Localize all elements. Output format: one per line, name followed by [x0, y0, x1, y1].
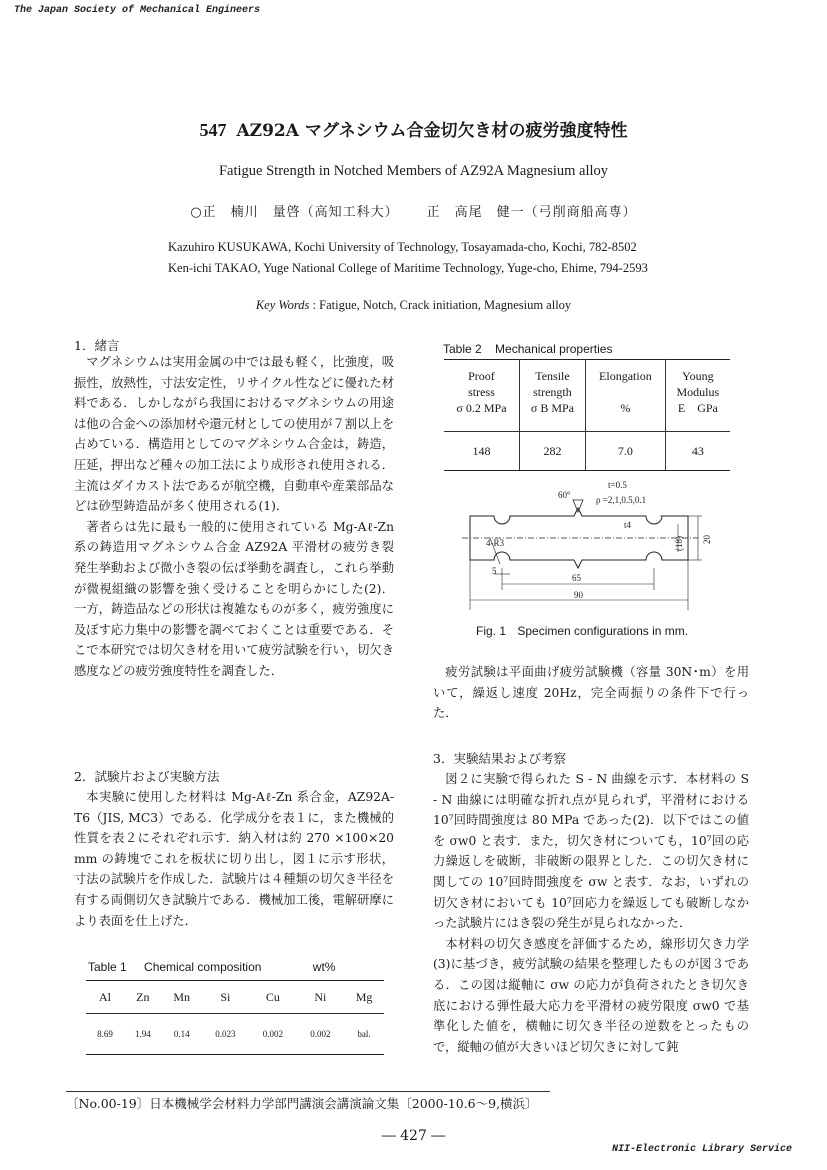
header-line: E GPa: [677, 401, 718, 415]
header-line: %: [620, 401, 631, 415]
header-line: [587, 384, 664, 400]
figure1-label: Fig. 1: [476, 624, 507, 638]
table-cell: 0.023: [202, 1014, 249, 1055]
table-header-row: [86, 981, 384, 1014]
fig-label-r3: 4-R3: [486, 538, 504, 548]
paragraph: 本実験に使用した材料は Mg-Aℓ-Zn 系合金，AZ92A-T6（JIS, MC3）である．化学成分を表１に，また機械的性質を表２にそれぞれ示す．納入材は約 270 ×100×20 mm の鋳塊でこれを板状に切り出し，図１に示す形状，寸法の試験片を作成した．試験片は４種類の切欠き半径を有する両側切欠き試験片である．機械加工後，電解研摩により表面を仕上げた．: [74, 790, 394, 928]
table2-number: Table 2: [443, 342, 482, 356]
header-line: stress: [468, 385, 495, 399]
header-line: Tensile: [535, 369, 570, 383]
figure1-caption-text: Specimen configurations in mm.: [517, 624, 689, 638]
table-cell: 282: [519, 432, 585, 471]
paragraph: 図２に実験で得られた S - N 曲線を示す．本材料の S - N 曲線には明確な折れ点が見られず，平滑材における 10⁷回時間強度は 80 MPa であった(2)．以下ではこの値を σw0 と表す．また，切欠き材についても，10⁷回の応力繰返しを破断，非破断の限界とした．この切欠き材に関しての 10⁷回時間強度を σw と表す．なお，いずれの切欠き材においても 10⁷回応力を繰返しても破断しなかった試験片にはき裂の発生が見られなかった．: [433, 772, 749, 931]
table1-title: Chemical composition: [144, 960, 262, 974]
page-number: ― 427 ―: [381, 1128, 446, 1144]
fig-label-t: t=0.5: [608, 480, 627, 490]
header-line: σ B MPa: [530, 401, 575, 415]
fig-label-20: 20: [702, 535, 712, 544]
header-organization: The Japan Society of Mechanical Engineers: [14, 5, 261, 16]
table-row: [86, 1014, 384, 1055]
table-cell: 0.14: [162, 1014, 202, 1055]
header-line: Modulus: [676, 385, 720, 399]
table-header-cell: Cu: [249, 981, 296, 1014]
paper-title-ja: AZ92A マグネシウム合金切欠き材の疲労強度特性: [236, 121, 628, 141]
header-line: Proof: [468, 369, 495, 383]
table-cell: 0.002: [249, 1014, 296, 1055]
table-cell: 1.94: [124, 1014, 162, 1055]
table-header-cell: Si: [202, 981, 249, 1014]
section-body-intro: [74, 352, 394, 682]
table1-unit: wt%: [312, 960, 336, 974]
table-row: [444, 432, 730, 471]
authors-ja: [0, 201, 827, 220]
affiliation-1: Kazuhiro KUSUKAWA, Kochi University of Technology, Tosayamada-cho, Kochi, 782-8502: [168, 240, 637, 254]
table1-number: Table 1: [88, 960, 127, 974]
table-header-cell: Mg: [344, 981, 384, 1014]
table-header-cell: Zn: [124, 981, 162, 1014]
table-cell: bal.: [344, 1014, 384, 1055]
paper-title-en: Fatigue Strength in Notched Members of AZ92A Magnesium alloy: [218, 163, 609, 179]
paper-title: [0, 116, 827, 141]
fig-label-65: 65: [572, 573, 581, 583]
section-heading-methods: 2．試験片および実験方法: [74, 769, 220, 784]
author-2: 正 高尾 健一（弓削商船高専）: [426, 205, 637, 220]
header-line: Young: [682, 369, 714, 383]
table-header-row: [444, 360, 730, 432]
table-cell: 0.002: [297, 1014, 344, 1055]
paragraph: 著者らは先に最も一般的に使用されている Mg-Aℓ-Zn 系の鋳造用マグネシウム合金 AZ92A 平滑材の疲労き裂発生挙動および微小き裂の伝ぱ挙動を調査し，これら挙動が微視組織の影響を強く受けることを明らかにした(2)．一方，鋳造品などの形状は複雑なものが多く，疲労強度に及ぼす応力集中の影響を調べておくことは重要である．そこで本研究では切欠き材を用いて疲労試験を行い，切欠き感度などの疲労強度特性を調査した．: [74, 519, 394, 678]
paper-number: 547: [199, 120, 227, 140]
section-heading-intro: 1．緒言: [74, 338, 120, 353]
table-header-cell: [444, 360, 519, 432]
table-cell: 7.0: [586, 432, 666, 471]
specimen-figure: [462, 478, 742, 618]
table-header-cell: [665, 360, 730, 432]
table-header-cell: Mn: [162, 981, 202, 1014]
paragraph: マグネシウムは実用金属の中では最も軽く，比強度，吸振性，放熱性，寸法安定性，リサイクル性などに優れた材料である．しかしながら我国におけるマグネシウムの用途は他の合金への添加材や還元材としての使用が７割以上を占めている．構造用としてのマグネシウム合金は，鋳造，圧延，押出など種々の加工法により成形され使用される．主流はダイカスト法であるが航空機，自動車や産業部品などは砂型鋳造品が多く使用される(1)．: [74, 355, 394, 514]
paragraph: 本材料の切欠き感度を評価するため，線形切欠き力学(3)に基づき，疲労試験の結果を整理したものが図３である．この図は縦軸に σw の応力が負荷されたとき切欠き底における弾性最大応力を平滑材の疲労限度 σw0 で基準化した値を，横軸に切欠き半径の逆数をとったもので，縦軸の値が大きいほど切欠きに対して鈍: [433, 936, 749, 1054]
fig-label-90: 90: [574, 590, 583, 600]
table2-title: Mechanical properties: [495, 342, 613, 356]
table1-chemical-composition: [86, 980, 384, 1055]
footer-rule: [66, 1091, 550, 1092]
table-header-cell: [586, 360, 666, 432]
section-heading-results: 3．実験結果および考察: [433, 751, 566, 766]
table-header-cell: Al: [86, 981, 124, 1014]
figure1-caption: [476, 624, 688, 638]
table1-caption: [88, 960, 335, 974]
footer-service: NII-Electronic Library Service: [612, 1144, 793, 1155]
table-header-cell: [519, 360, 585, 432]
section-body-methods-continued: [433, 662, 749, 724]
section-body-methods: [74, 787, 394, 931]
fig-label-angle: 60°: [558, 490, 571, 500]
affiliation-2: Ken-ichi TAKAO, Yuge National College of Maritime Technology, Yuge-cho, Ehime, 794-2593: [168, 261, 648, 275]
author-1: ○正 楠川 量啓（高知工科大）: [190, 205, 399, 220]
fig-label-t4: t4: [624, 520, 632, 530]
header-line: σ 0.2 MPa: [456, 401, 507, 415]
table2-mechanical-properties: [444, 359, 730, 471]
keywords-list: : Fatigue, Notch, Crack initiation, Magnesium alloy: [309, 298, 572, 312]
table-cell: 148: [444, 432, 519, 471]
footer-proceedings: 〔No.00-19〕日本機械学会材料力学部門講演会講演論文集〔2000-10.6～9,横浜〕: [66, 1096, 538, 1111]
paragraph: 疲労試験は平面曲げ疲労試験機（容量 30N･m）を用いて，繰返し速度 20Hz，完全両振りの条件下で行った．: [433, 665, 749, 721]
keywords-label: Key Words: [255, 298, 310, 312]
table-cell: 43: [665, 432, 730, 471]
fig-label-rho: ρ =2,1,0.5,0.1: [596, 495, 647, 505]
header-line: Elongation: [599, 369, 652, 383]
table-header-cell: Ni: [297, 981, 344, 1014]
keywords: [0, 298, 827, 313]
table2-caption: [443, 342, 612, 356]
fig-label-18: (18): [674, 536, 684, 551]
fig-label-5: 5: [492, 566, 497, 576]
header-line: strength: [533, 385, 572, 399]
table-cell: 8.69: [86, 1014, 124, 1055]
section-body-results: [433, 769, 749, 1057]
